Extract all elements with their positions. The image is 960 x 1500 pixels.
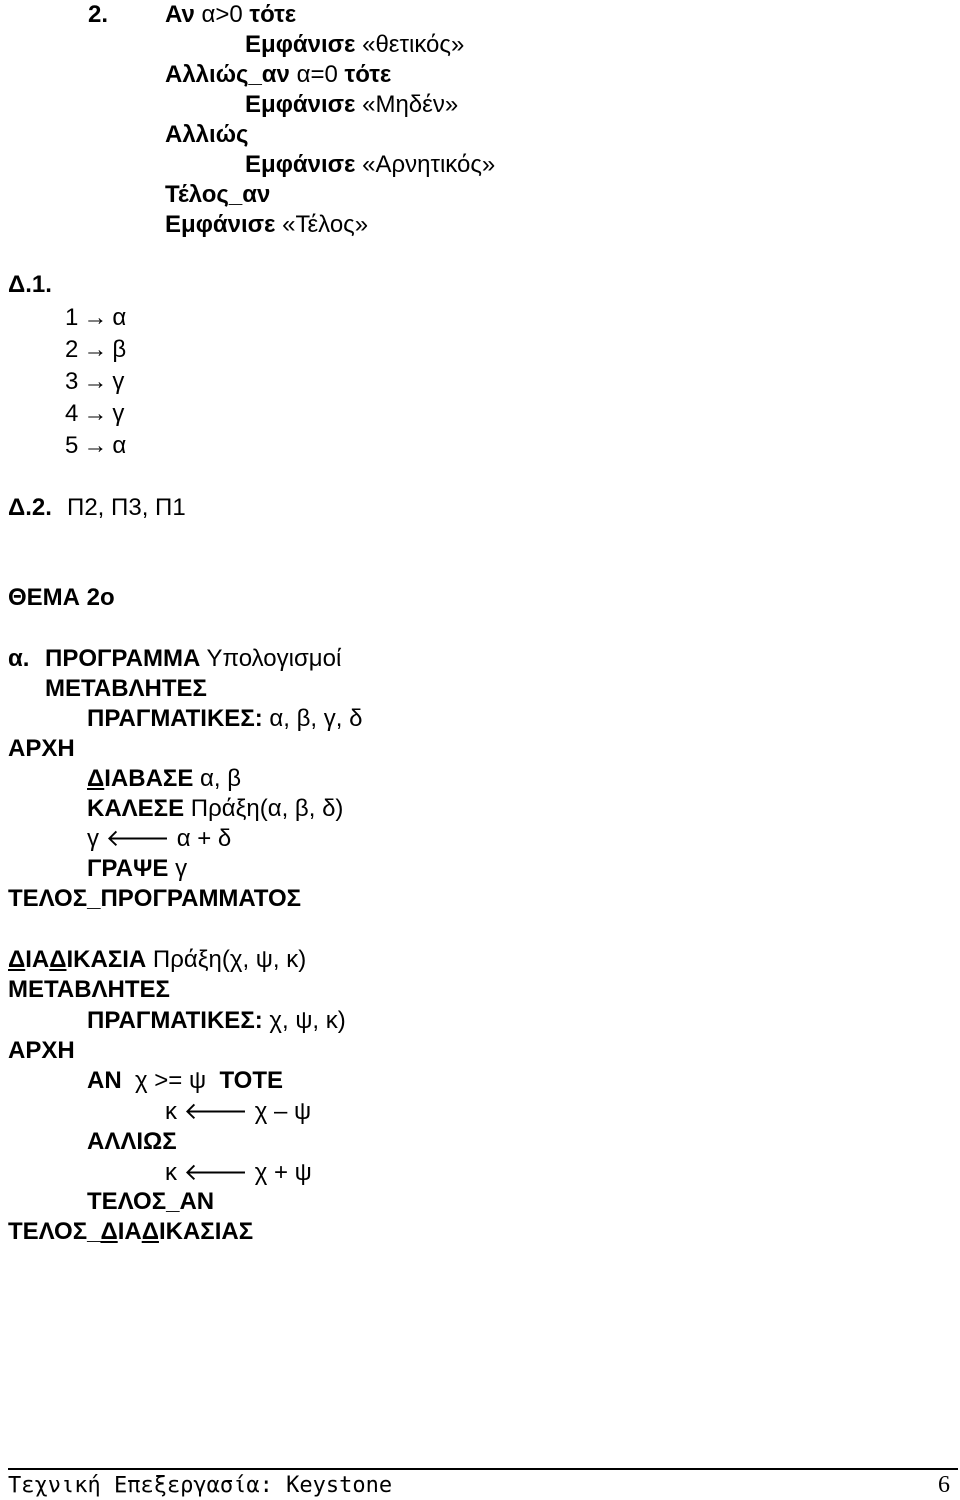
match-number: 5 (65, 432, 79, 459)
kw-proc-part: ΙΚΑΣΙΑ (66, 946, 147, 973)
kw-end-part: ΙΑ (117, 1218, 142, 1245)
kw-endif: ΤΕΛΟΣ_ΑΝ (87, 1188, 215, 1215)
match-answer: α (112, 432, 127, 459)
kw-then: τότε (249, 1, 297, 28)
kw-vars: ΜΕΤΑΒΛΗΤΕΣ (45, 675, 207, 702)
kw-if: Αν (165, 1, 195, 28)
real-decl (87, 704, 362, 734)
kw-end-program: ΤΕΛΟΣ_ΠΡΟΓΡΑΜΜΑΤΟΣ (8, 885, 302, 912)
match-number: 4 (65, 400, 79, 427)
kw-end-part: ΤΕΛΟΣ_ (8, 1218, 101, 1245)
kw-read-initial: Δ (87, 765, 105, 792)
program-label: α. (8, 645, 30, 672)
match-row-3 (65, 367, 124, 397)
assign-stmt (87, 824, 231, 854)
call-stmt (87, 794, 343, 824)
right-arrow-icon: → (83, 304, 108, 331)
kw-if: ΑΝ (87, 1067, 122, 1094)
kw-end-part: ΙΚΑΣΙΑΣ (158, 1218, 254, 1245)
page-number: 6 (938, 1472, 950, 1498)
string-literal: «Τέλος» (282, 211, 369, 238)
kw-then: ΤΟΤΕ (219, 1067, 283, 1094)
call-args: Πράξη(α, β, δ) (190, 795, 344, 822)
q2-number: 2. (88, 1, 109, 28)
var-list: α, β, γ, δ (269, 705, 363, 732)
var-list: χ, ψ, κ) (269, 1007, 346, 1034)
left-arrow-icon: 🡐 (105, 825, 171, 852)
match-answer: α (112, 304, 127, 331)
if-stmt (87, 1066, 283, 1096)
kw-then: τότε (344, 61, 392, 88)
assign-lhs: κ (165, 1159, 177, 1186)
match-row-2 (65, 335, 126, 365)
assign-lhs: κ (165, 1098, 177, 1125)
match-answer: β (112, 336, 127, 363)
kw-else: ΑΛΛΙΩΣ (87, 1128, 177, 1155)
match-row-1 (65, 303, 126, 333)
match-number: 1 (65, 304, 79, 331)
string-literal: «Αρνητικός» (362, 151, 496, 178)
q2-line-6 (245, 150, 495, 180)
footer-divider (8, 1468, 958, 1470)
q2-line-1 (165, 0, 296, 30)
kw-end-initial: Δ (141, 1218, 159, 1245)
kw-vars: ΜΕΤΑΒΛΗΤΕΣ (8, 976, 170, 1003)
q2-line-7: Τέλος_αν (165, 181, 271, 208)
kw-write: ΓΡΑΨΕ (87, 855, 169, 882)
d2-answer: Π2, Π3, Π1 (67, 494, 186, 521)
match-answer: γ (112, 400, 125, 427)
assign-rhs: χ + ψ (254, 1159, 312, 1186)
kw-proc-initial: Δ (49, 946, 67, 973)
right-arrow-icon: → (83, 400, 108, 427)
read-stmt (87, 764, 241, 794)
procedure-header (8, 945, 306, 975)
real-decl (87, 1006, 346, 1036)
kw-print: Εμφάνισε (245, 31, 356, 58)
d1-label: Δ.1. (8, 271, 52, 298)
q2-line-8 (165, 210, 368, 240)
kw-program: ΠΡΟΓΡΑΜΜΑ (45, 645, 201, 672)
kw-call: ΚΑΛΕΣΕ (87, 795, 185, 822)
match-row-5 (65, 431, 126, 461)
read-args: α, β (200, 765, 242, 792)
right-arrow-icon: → (83, 368, 108, 395)
kw-real: ΠΡΑΓΜΑΤΙΚΕΣ: (87, 1007, 263, 1034)
assign-rhs: χ – ψ (254, 1098, 312, 1125)
match-number: 3 (65, 368, 79, 395)
left-arrow-icon: 🡐 (183, 1098, 249, 1125)
kw-begin: ΑΡΧΗ (8, 1037, 75, 1064)
right-arrow-icon: → (83, 336, 108, 363)
kw-print: Εμφάνισε (165, 211, 276, 238)
assign-stmt (165, 1097, 311, 1127)
kw-begin: ΑΡΧΗ (8, 735, 75, 762)
kw-print: Εμφάνισε (245, 91, 356, 118)
q2-line-5: Αλλιώς (165, 121, 249, 148)
kw-proc-part: ΙΑ (25, 946, 50, 973)
assign-rhs: α + δ (176, 825, 232, 852)
kw-read: ΙΑΒΑΣΕ (104, 765, 194, 792)
right-arrow-icon: → (83, 432, 108, 459)
string-literal: «Μηδέν» (362, 91, 459, 118)
q2-line-3 (165, 60, 391, 90)
kw-end-initial: Δ (100, 1218, 118, 1245)
q2-line-2 (245, 30, 464, 60)
section-heading: ΘΕΜΑ 2ο (8, 584, 115, 611)
condition: α=0 (296, 61, 338, 88)
kw-proc-initial: Δ (8, 946, 26, 973)
q2-line-4 (245, 90, 458, 120)
assign-stmt (165, 1158, 312, 1188)
left-arrow-icon: 🡐 (183, 1159, 249, 1186)
assign-lhs: γ (87, 825, 99, 852)
kw-elseif: Αλλιώς_αν (165, 61, 290, 88)
program-header (45, 644, 341, 674)
match-answer: γ (112, 368, 125, 395)
condition: α>0 (201, 1, 243, 28)
footer-text: Τεχνική Επεξεργασία: Keystone (8, 1473, 393, 1498)
procedure-signature: Πράξη(χ, ψ, κ) (152, 946, 307, 973)
write-stmt (87, 854, 187, 884)
match-number: 2 (65, 336, 79, 363)
write-arg: γ (175, 855, 188, 882)
program-name: Υπολογισμοί (206, 645, 342, 672)
kw-end-procedure (8, 1217, 253, 1247)
string-literal: «θετικός» (362, 31, 465, 58)
condition: χ >= ψ (135, 1067, 207, 1094)
kw-real: ΠΡΑΓΜΑΤΙΚΕΣ: (87, 705, 263, 732)
d2-label: Δ.2. (8, 494, 52, 521)
match-row-4 (65, 399, 124, 429)
kw-print: Εμφάνισε (245, 151, 356, 178)
